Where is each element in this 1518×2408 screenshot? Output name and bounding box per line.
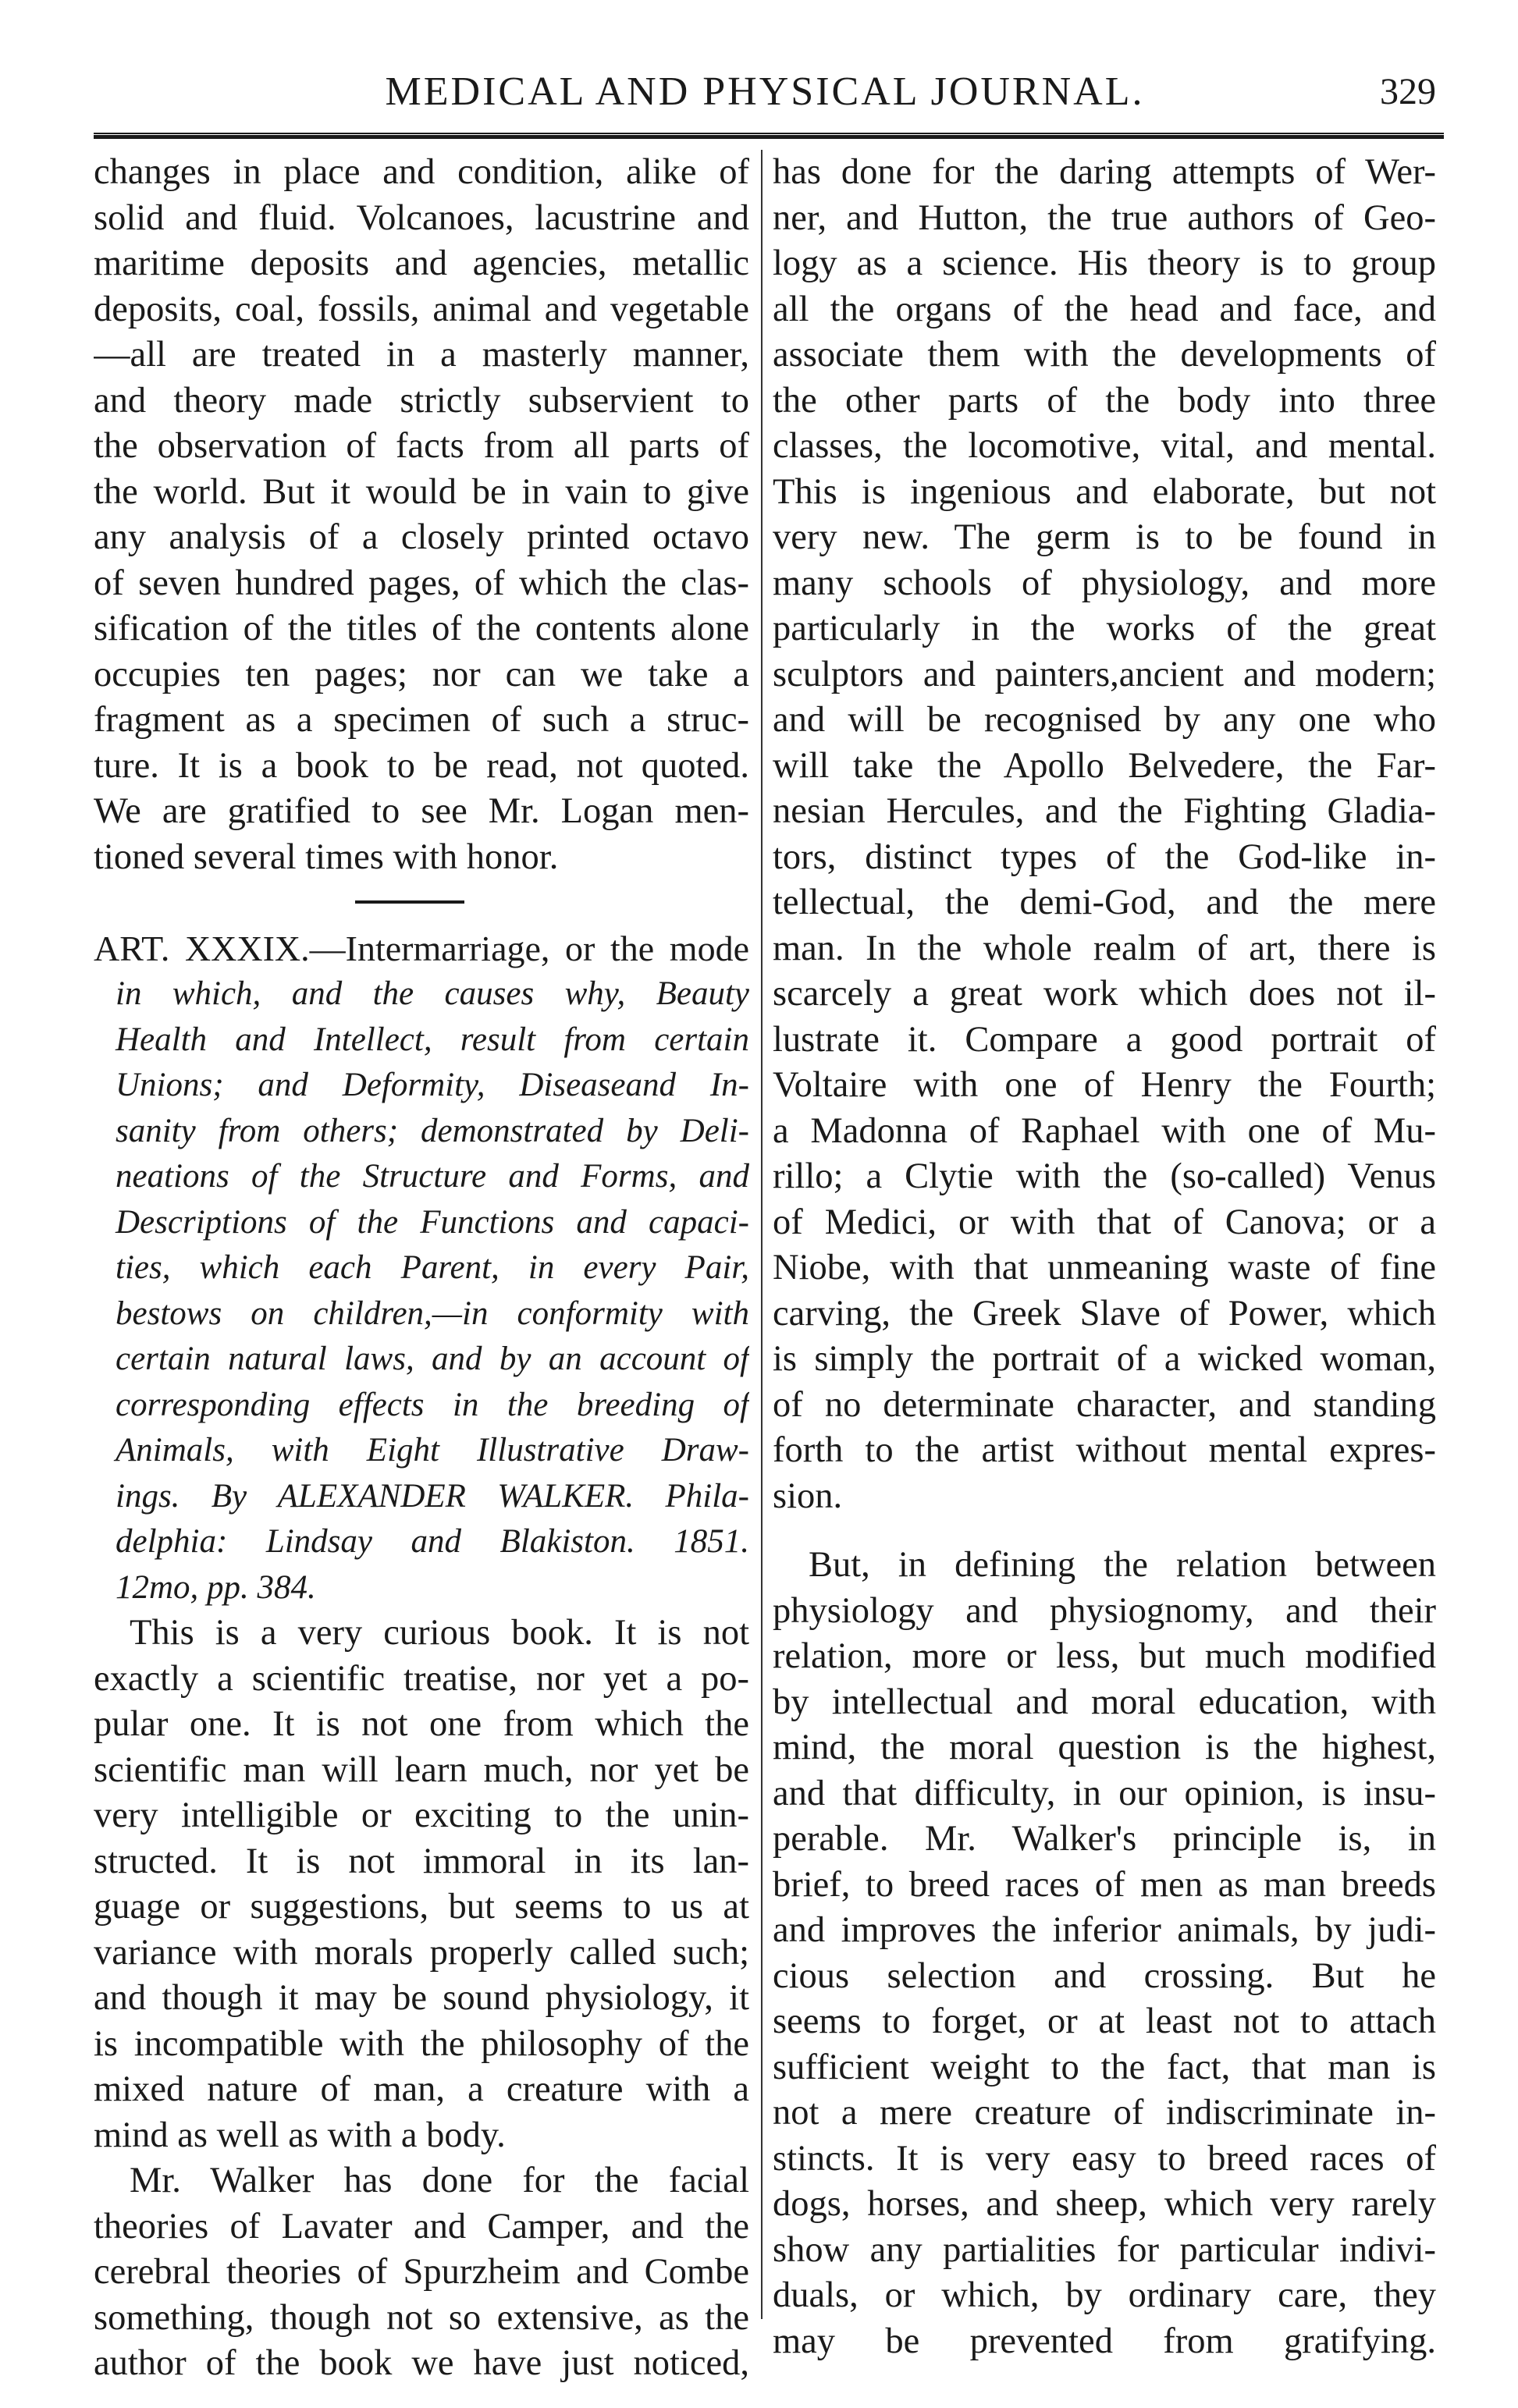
text-line: very new. The germ is to be found in	[773, 517, 1436, 557]
text-line: any analysis of a closely printed octavo	[94, 517, 749, 557]
text-line: guage or suggestions, but seems to us at	[94, 1887, 749, 1927]
text-line: dogs, horses, and sheep, which very rarely	[773, 2184, 1436, 2224]
text-line: carving, the Greek Slave of Power, which	[773, 1293, 1436, 1334]
text-line: We are gratified to see Mr. Logan men-	[94, 791, 749, 831]
article-heading	[94, 926, 749, 1611]
text-line: variance with morals properly called such;	[94, 1932, 749, 1973]
right-column	[773, 150, 1436, 2364]
text-line: changes in place and condition, alike of	[94, 152, 749, 192]
text-line: associate them with the developments of	[773, 335, 1436, 375]
text-line: is incompatible with the philosophy of the	[94, 2023, 749, 2064]
text-line: relation, more or less, but much modified	[773, 1636, 1436, 1676]
article-heading-line: bestows on children,—in conformity with	[116, 1295, 749, 1332]
text-line: of seven hundred pages, of which the clas-	[94, 563, 749, 603]
text-line: of Medici, or with that of Canova; or a	[773, 1202, 1436, 1242]
text-line: cious selection and crossing. But he	[773, 1955, 1436, 1996]
page-header	[94, 53, 1436, 123]
text-line: forth to the artist without mental expres-	[773, 1430, 1436, 1470]
text-line: particularly in the works of the great	[773, 609, 1436, 648]
text-line: man. In the whole realm of art, there is	[773, 928, 1436, 968]
article-heading-line: certain natural laws, and by an account of	[116, 1341, 749, 1377]
text-line: and will be recognised by any one who	[773, 700, 1436, 740]
article-heading-line: neations of the Structure and Forms, and	[116, 1158, 749, 1195]
text-line: tellectual, the demi-God, and the mere	[773, 883, 1436, 922]
text-line: and improves the inferior animals, by judi-	[773, 1910, 1436, 1950]
text-line: mixed nature of man, a creature with a	[94, 2069, 749, 2109]
running-head: MEDICAL AND PHYSICAL JOURNAL.	[385, 69, 1145, 114]
text-line: This is a very curious book. It is not	[130, 1613, 749, 1653]
text-line: is simply the portrait of a wicked woman,	[773, 1339, 1436, 1379]
text-line: and theory made strictly subservient to	[94, 380, 749, 421]
paragraph-gap	[773, 1519, 1436, 1543]
article-heading-line: in which, and the causes why, Beauty	[116, 975, 749, 1012]
text-line: the world. But it would be in vain to give	[94, 471, 749, 512]
page-number: 329	[1380, 71, 1436, 112]
text-line: all the organs of the head and face, and	[773, 289, 1436, 329]
text-line: theories of Lavater and Camper, and the	[94, 2206, 749, 2246]
article-heading-line: delphia: Lindsay and Blakiston. 1851.	[116, 1523, 749, 1560]
text-line: fragment as a specimen of such a struc-	[94, 700, 749, 740]
text-line: stincts. It is very easy to breed races of	[773, 2138, 1436, 2179]
review-paragraph-4	[773, 1543, 1436, 2364]
text-line: and that difficulty, in our opinion, is insu-	[773, 1773, 1436, 1813]
text-line: a Madonna of Raphael with one of Mu-	[773, 1110, 1436, 1151]
text-line: occupies ten pages; nor can we take a	[94, 654, 749, 694]
text-line: physiology and physiognomy, and their	[773, 1590, 1436, 1631]
text-line: duals, or which, by ordinary care, they	[773, 2275, 1436, 2315]
text-line: ner, and Hutton, the true authors of Geo-	[773, 197, 1436, 238]
text-line: show any partialities for particular indivi-	[773, 2229, 1436, 2270]
text-line: mind as well as with a body.	[94, 2115, 506, 2155]
text-line: sification of the titles of the contents alone	[94, 609, 749, 648]
text-line: nesian Hercules, and the Fighting Gladia-	[773, 791, 1436, 831]
text-line: and though it may be sound physiology, it	[94, 1978, 749, 2018]
text-line: Voltaire with one of Henry the Fourth;	[773, 1065, 1436, 1105]
column-divider	[761, 150, 763, 2319]
text-line: brief, to breed races of men as man breeds	[773, 1864, 1436, 1905]
text-line: mind, the moral question is the highest,	[773, 1728, 1436, 1767]
text-line: rillo; a Clytie with the (so-called) Venus	[773, 1156, 1436, 1196]
text-line: by intellectual and moral education, with	[773, 1682, 1436, 1722]
text-line: scarcely a great work which does not il-	[773, 974, 1436, 1014]
left-column	[94, 150, 749, 2387]
text-line: seems to forget, or at least not to attach	[773, 2001, 1436, 2041]
text-line: author of the book we have just noticed,	[94, 2343, 749, 2383]
text-line: very intelligible or exciting to the unin-	[94, 1795, 749, 1835]
text-line: tioned several times with honor.	[94, 836, 559, 877]
text-line: lustrate it. Compare a good portrait of	[773, 1019, 1436, 1060]
text-line: Mr. Walker has done for the facial	[130, 2161, 749, 2200]
text-line: of no determinate character, and standing	[773, 1384, 1436, 1425]
article-heading-line: ings. By ALEXANDER WALKER. Phila-	[116, 1477, 749, 1515]
text-line: Niobe, with that unmeaning waste of fine	[773, 1248, 1436, 1287]
review-paragraph-1	[94, 1611, 749, 2158]
article-heading-line: sanity from others; demonstrated by Deli-	[116, 1112, 749, 1149]
text-line: This is ingenious and elaborate, but not	[773, 471, 1436, 512]
article-heading-line: Unions; and Deformity, Diseaseand In-	[116, 1067, 749, 1103]
article-heading-line: 12mo, pp. 384.	[116, 1568, 316, 1606]
text-line: structed. It is not immoral in its lan-	[94, 1841, 749, 1881]
text-line: ture. It is a book to be read, not quoted.	[94, 745, 749, 786]
text-line: solid and fluid. Volcanoes, lacustrine and	[94, 197, 749, 238]
text-line: will take the Apollo Belvedere, the Far-	[773, 745, 1436, 786]
text-line: sion.	[773, 1476, 843, 1516]
header-rule	[94, 133, 1444, 139]
text-line: tors, distinct types of the God-like in-	[773, 836, 1436, 877]
text-line: classes, the locomotive, vital, and mental.	[773, 426, 1436, 466]
text-line: sufficient weight to the fact, that man is	[773, 2047, 1436, 2087]
text-line: the other parts of the body into three	[773, 380, 1436, 421]
text-line: cerebral theories of Spurzheim and Combe	[94, 2252, 749, 2292]
article-heading-line: ties, which each Parent, in every Pair,	[116, 1249, 749, 1286]
section-separator	[94, 880, 749, 926]
text-line: not a mere creature of indiscriminate in-	[773, 2093, 1436, 2133]
text-line: perable. Mr. Walker's principle is, in	[773, 1819, 1436, 1859]
text-line: pular one. It is not one from which the	[94, 1704, 749, 1744]
article-heading-line: corresponding effects in the breeding of	[116, 1386, 749, 1423]
review-paragraph-2	[94, 2158, 749, 2387]
text-line: logy as a science. His theory is to group	[773, 243, 1436, 283]
text-line: scientific man will learn much, nor yet be	[94, 1749, 749, 1790]
text-line: the observation of facts from all parts of	[94, 426, 749, 466]
text-line: —all are treated in a masterly manner,	[94, 335, 749, 375]
text-line: has done for the daring attempts of Wer-	[773, 152, 1436, 192]
review-paragraph-3	[773, 150, 1436, 1519]
text-line: deposits, coal, fossils, animal and vegetable	[94, 289, 749, 329]
text-line: maritime deposits and agencies, metallic	[94, 243, 749, 283]
text-line: may be prevented from gratifying.	[773, 2321, 1436, 2361]
text-line: But, in defining the relation between	[809, 1545, 1436, 1585]
article-heading-line: Descriptions of the Functions and capaci-	[116, 1203, 749, 1241]
text-line: exactly a scientific treatise, nor yet a po-	[94, 1658, 749, 1699]
article-heading-line: ART. XXXIX.—Intermarriage, or the mode	[94, 928, 749, 968]
text-line: sculptors and painters,ancient and modern;	[773, 654, 1436, 694]
review-conclusion	[94, 150, 749, 880]
article-heading-line: Health and Intellect, result from certain	[116, 1021, 749, 1058]
text-line: many schools of physiology, and more	[773, 563, 1436, 603]
article-heading-line: Animals, with Eight Illustrative Draw-	[116, 1432, 749, 1469]
text-line: something, though not so extensive, as the	[94, 2297, 749, 2338]
